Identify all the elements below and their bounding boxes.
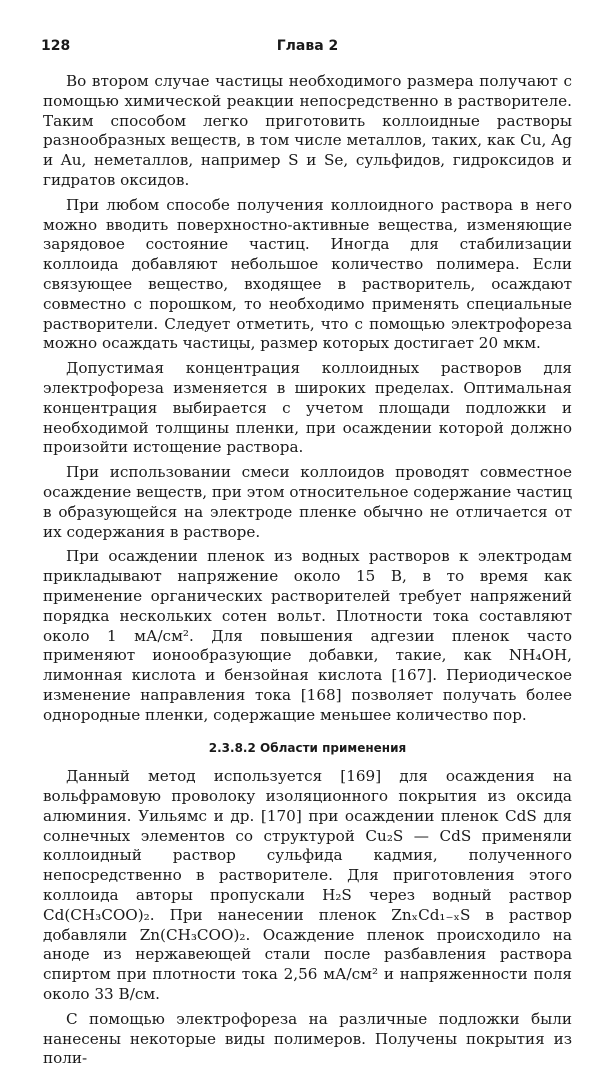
chapter-title: Глава 2 (276, 38, 339, 54)
paragraph: Во втором случае частицы необходимого размера получают с помощью химической реакции непосредственно в растворителе. Таким способом легко приготовить коллоидные растворы разнообразных веществ, в том числе металлов, таких, как Cu, Ag и Au, неметаллов, например S и Se, сульфидов, гидроксидов и гидратов оксидов. (43, 72, 572, 189)
page-number: 128 (41, 38, 71, 54)
page-body (43, 72, 572, 1074)
paragraph: Допустимая концентрация коллоидных растворов для электрофореза изменяется в широких пределах. Оптимальная концентрация выбирается с учетом площади подложки и необходимой толщины пленки, при осаждении которой должно произойти истощение раствора. (43, 359, 572, 457)
paragraph: При любом способе получения коллоидного раствора в него можно вводить поверхностно-активные вещества, изменяющие зарядовое состояние частиц. Иногда для стабилизации коллоида добавляют небольшое количество полимера. Если связующее вещество, входящее в растворитель, осаждают совместно с порошком, то необходимо применять специальные растворители. Следует отметить, что с помощью электрофореза можно осаждать частицы, размер которых достигает 20 мкм. (43, 195, 572, 353)
running-header (41, 38, 574, 58)
section-heading: 2.3.8.2 Области применения (208, 740, 407, 755)
paragraph: Данный метод используется [169] для осаждения на вольфрамовую проволоку изоляционного покрытия из оксида алюминия. Уильямс и др. [170] при осаждении пленок CdS для солнечных элементов со структурой Cu₂S — CdS применяли коллоидный раствор сульфида кадмия, полученного непосредственно в растворителе. Для приготовления этого коллоида авторы пропускали H₂S через водный раствор Cd(CH₃COO)₂. При нанесении пленок ZnₓCd₁₋ₓS в раствор добавляли Zn(CH₃COO)₂. Осаждение пленок происходило на аноде из нержавеющей стали после разбавления раствора спиртом при плотности тока 2,56 мА/см² и напряженности поля около 33 В/см. (43, 767, 572, 1004)
paragraph: При использовании смеси коллоидов проводят совместное осаждение веществ, при этом относительное содержание частиц в образующейся на электроде пленке обычно не отличается от их содержания в растворе. (43, 463, 572, 541)
paragraph: При осаждении пленок из водных растворов к электродам прикладывают напряжение около 15 В, в то время как применение органических растворителей требует напряжений порядка нескольких сотен вольт. Плотности тока составляют около 1 мА/см². Для повышения адгезии пленок часто применяют ионообразующие добавки, такие, как NH₄OH, лимонная кислота и бензойная кислота [167]. Периодическое изменение направления тока [168] позволяет получать более однородные пленки, содержащие меньшее количество пор. (43, 547, 572, 724)
paragraph: С помощью электрофореза на различные подложки были нанесены некоторые виды полимеров. Получены покрытия из поли- (43, 1009, 572, 1068)
